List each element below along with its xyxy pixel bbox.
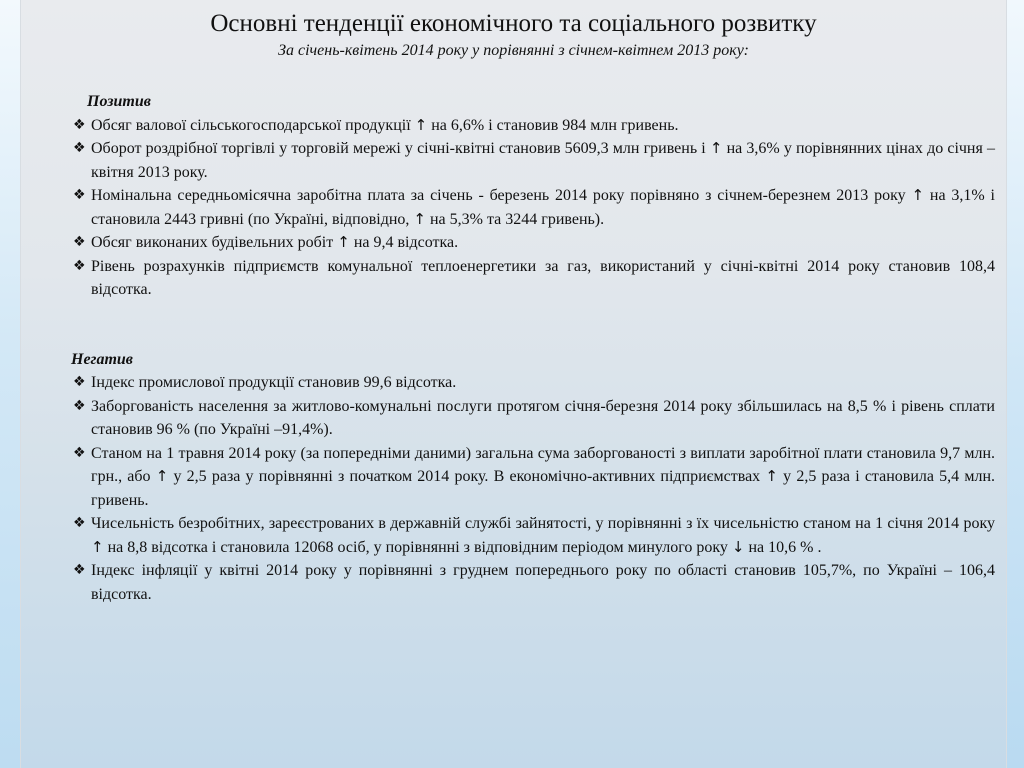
negative-list xyxy=(71,371,995,606)
slide-title: Основні тенденції економічного та соціального розвитку xyxy=(210,10,817,37)
right-decorative-strip xyxy=(1006,0,1024,768)
left-decorative-strip xyxy=(0,0,20,768)
negative-item-text: Чисельність безробітних, зареєстрованих в державній службі зайнятості, у порівнянні з їх чисельністю станом на 1 січня 2014 року xyxy=(91,515,995,532)
negative-item xyxy=(71,512,995,559)
negative-item-text: Індекс інфляції у квітні 2014 року у порівнянні з груднем попереднього року по області становив 105,7%, по Україні – 106,4 відсотка. xyxy=(91,562,995,603)
diamond-bullet-icon: ❖ xyxy=(73,515,86,531)
diamond-bullet-icon: ❖ xyxy=(73,140,86,156)
negative-item-text: на 8,8 відсотка і становила 12068 осіб, у порівнянні з відповідним періодом минулого року xyxy=(103,538,732,556)
diamond-bullet-icon: ❖ xyxy=(73,374,86,390)
diamond-bullet-icon: ❖ xyxy=(73,187,86,203)
positive-item-text: на 6,6% і становив 984 млн гривень. xyxy=(427,116,679,134)
positive-item-text: Обсяг валової сільськогосподарської продукції xyxy=(91,116,415,134)
positive-item-text: Оборот роздрібної торгівлі у торговій мережі у січні-квітні становив 5609,3 млн гривень і xyxy=(91,140,710,157)
positive-item-text: Обсяг виконаних будівельних робіт xyxy=(91,234,338,251)
diamond-bullet-icon: ❖ xyxy=(73,397,86,414)
arrow-up-icon: ↑ xyxy=(765,467,778,485)
arrow-up-icon: ↑ xyxy=(155,467,169,485)
negative-item-text: Станом на 1 травня 2014 року (за попередніми даними) загальна сума заборгованості з виплати заробітної плати становила 9,7 млн. грн., або xyxy=(91,444,995,485)
positive-item-text: на 9,4 відсотка. xyxy=(349,234,459,251)
positive-item-text: на 3,1% і становила 2443 гривні (по Україні, відповідно, xyxy=(91,187,995,228)
arrow-up-icon: ↑ xyxy=(413,209,426,228)
positive-item-text: Номінальна середньомісячна заробітна плата за січень - березень 2014 року порівняно з січнем-березнем 2013 року xyxy=(91,187,912,204)
negative-item-text: Індекс промислової продукції становив 99,6 відсотка. xyxy=(91,374,457,391)
positive-item-text: на 3,6% у порівнянних цінах до січня – квітня 2013 року. xyxy=(91,140,995,181)
negative-item xyxy=(71,442,995,513)
positive-item xyxy=(71,184,995,231)
negative-item-text: на 10,6 % . xyxy=(744,538,822,556)
positive-item-text: Рівень розрахунків підприємств комунальної теплоенергетики за газ, використаний у січні-квітні 2014 року становив 108,4 відсотка. xyxy=(91,257,995,298)
slide-subtitle: За січень-квітень 2014 року у порівнянні з січнем-квітнем 2013 року: xyxy=(278,42,749,59)
positive-item xyxy=(71,231,995,255)
positive-item xyxy=(71,137,995,184)
arrow-up-icon: ↑ xyxy=(91,537,104,556)
negative-item-text: у 2,5 раза у порівнянні з початком 2014 року. В економічно-активних підприємствах xyxy=(168,468,766,485)
negative-item xyxy=(71,559,995,606)
positive-item xyxy=(71,114,995,138)
positive-item-text: на 5,3% та 3244 гривень). xyxy=(425,210,605,228)
negative-section-label: Негатив xyxy=(71,350,133,368)
diamond-bullet-icon: ❖ xyxy=(73,257,86,274)
negative-item-text: Заборгованість населення за житлово-комунальні послуги протягом січня-березня 2014 року збільшилась на 8,5 % і рівень сплати становив 96 % (по Україні –91,4%). xyxy=(91,397,995,438)
diamond-bullet-icon: ❖ xyxy=(73,234,86,250)
arrow-up-icon: ↑ xyxy=(414,115,428,134)
negative-item xyxy=(71,395,995,442)
diamond-bullet-icon: ❖ xyxy=(73,562,86,578)
arrow-up-icon: ↑ xyxy=(709,139,723,157)
slide-content xyxy=(71,90,995,606)
positive-list xyxy=(71,114,995,302)
negative-item xyxy=(71,371,995,395)
diamond-bullet-icon: ❖ xyxy=(73,444,86,461)
negative-item-text: у 2,5 раза і становила 5,4 млн. гривень. xyxy=(91,468,996,509)
arrow-up-icon: ↑ xyxy=(911,186,925,204)
arrow-down-icon: ↓ xyxy=(731,537,745,556)
positive-item xyxy=(71,255,995,302)
arrow-up-icon: ↑ xyxy=(337,233,350,251)
diamond-bullet-icon: ❖ xyxy=(73,116,86,133)
positive-section-label: Позитив xyxy=(87,93,151,110)
slide xyxy=(20,0,1007,768)
